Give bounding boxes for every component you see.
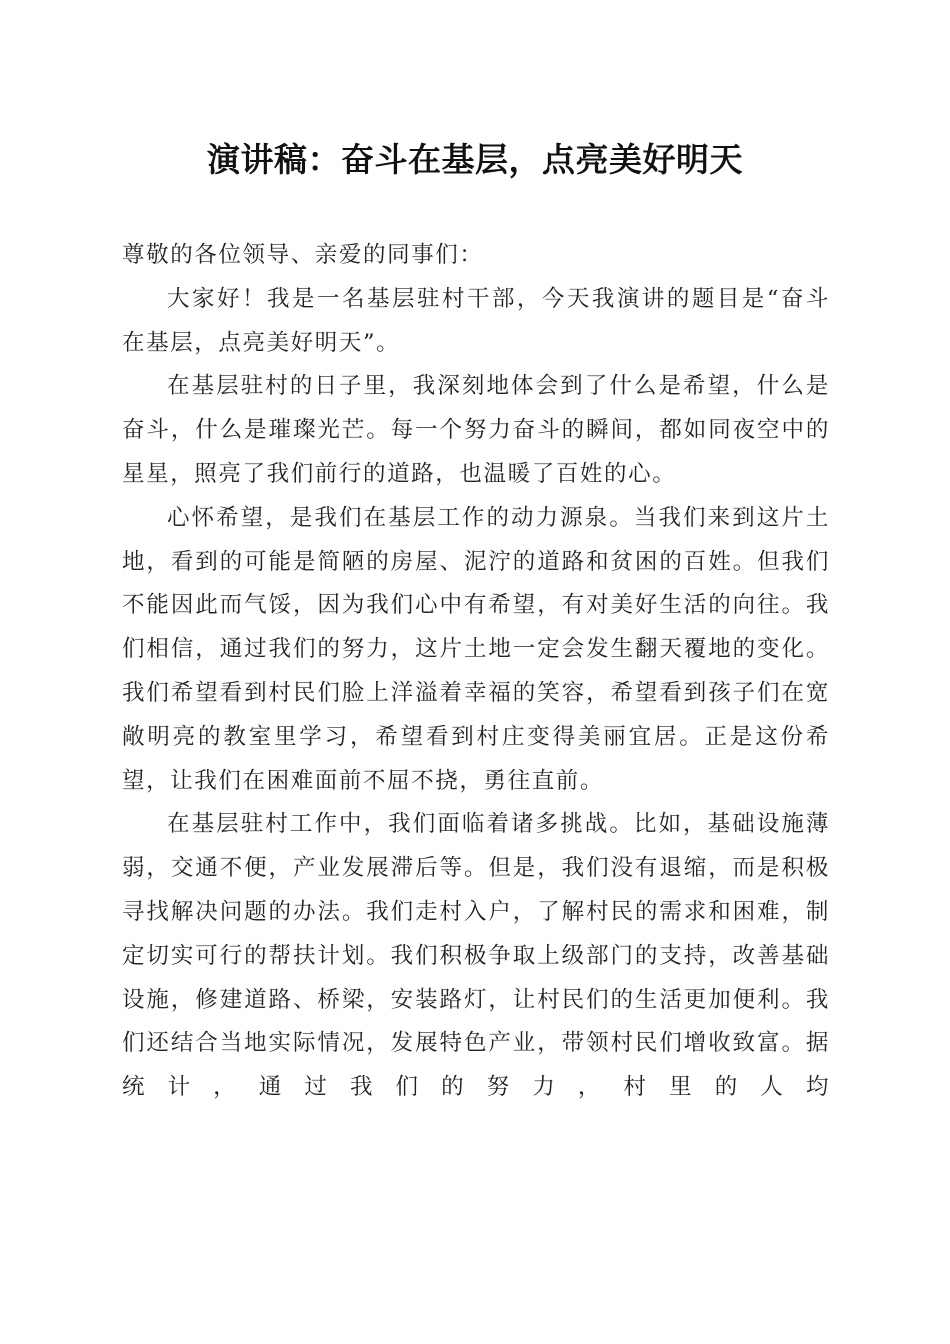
paragraph-challenges: 在基层驻村工作中，我们面临着诸多挑战。比如，基础设施薄弱，交通不便，产业发展滞后等。但是，我们没有退缩，而是积极寻找解决问题的办法。我们走村入户，了解村民的需求和困难，制定切实可行的帮扶计划。我们积极争取上级部门的支持，改善基础设施，修建道路、桥梁，安装路灯，让村民们的生活更加便利。我们还结合当地实际情况，发展特色产业，带领村民们增收致富。据统计，通过我们的努力，村里的人均 — [122, 811, 830, 1101]
salutation: 尊敬的各位领导、亲爱的同事们： — [122, 242, 484, 268]
document-title: 演讲稿：奋斗在基层，点亮美好明天 — [207, 140, 743, 179]
document-body — [122, 234, 830, 1110]
paragraph-reflection: 在基层驻村的日子里，我深刻地体会到了什么是希望，什么是奋斗，什么是璀璨光芒。每一个努力奋斗的瞬间，都如同夜空中的星星，照亮了我们前行的道路，也温暖了百姓的心。 — [122, 373, 830, 487]
paragraph-hope: 心怀希望，是我们在基层工作的动力源泉。当我们来到这片土地，看到的可能是简陋的房屋、泥泞的道路和贫困的百姓。但我们不能因此而气馁，因为我们心中有希望，有对美好生活的向往。我们相信，通过我们的努力，这片土地一定会发生翻天覆地的变化。我们希望看到村民们脸上洋溢着幸福的笑容，希望看到孩子们在宽敞明亮的教室里学习，希望看到村庄变得美丽宜居。正是这份希望，让我们在困难面前不屈不挠，勇往直前。 — [122, 504, 830, 794]
paragraph-greeting: 大家好！我是一名基层驻村干部，今天我演讲的题目是“奋斗在基层，点亮美好明天”。 — [122, 285, 830, 356]
